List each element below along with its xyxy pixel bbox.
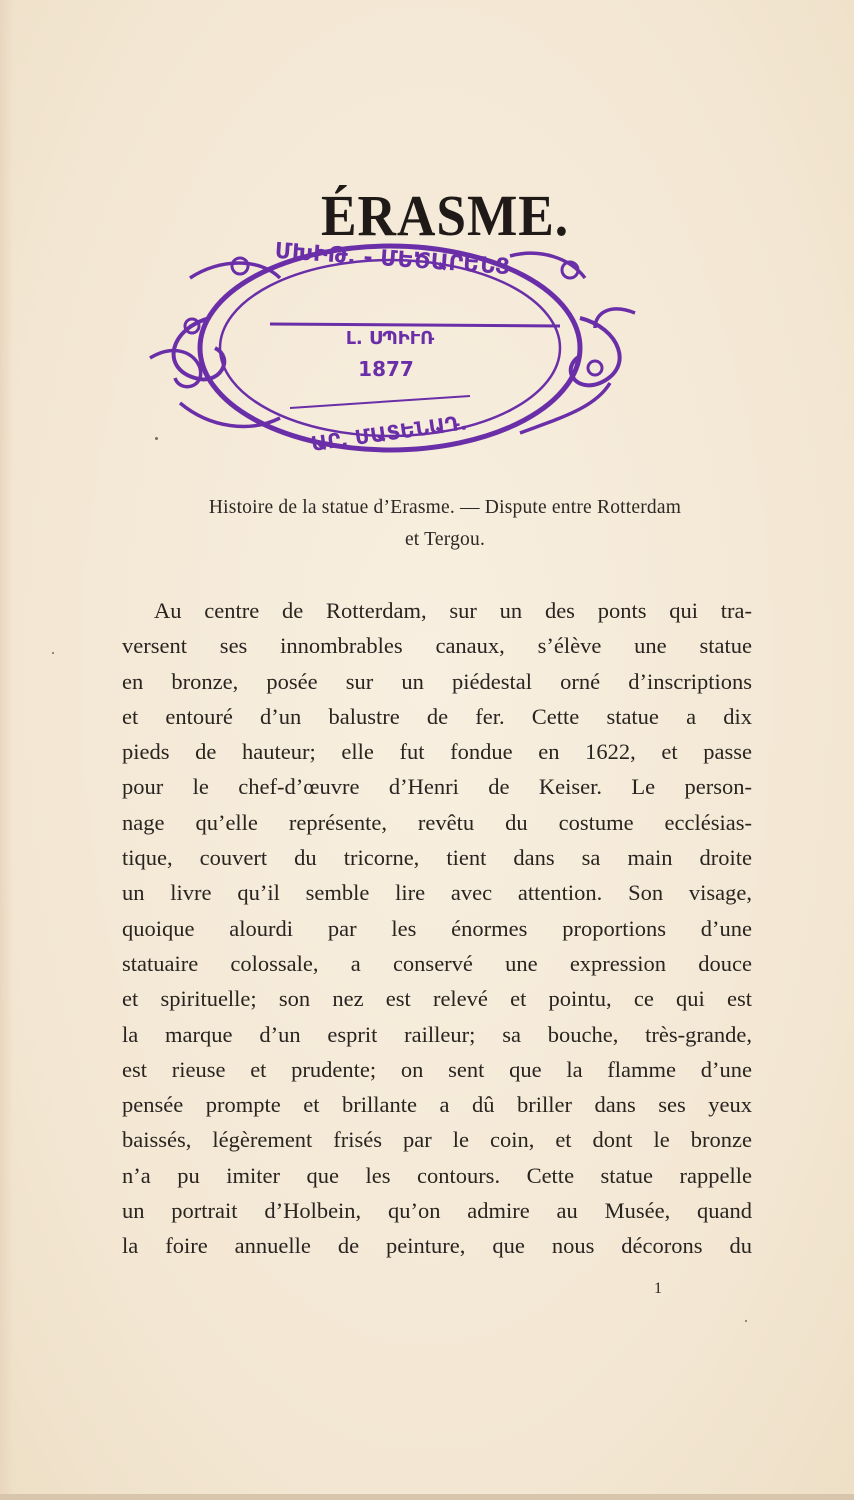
text-line: pensée prompte et brillante a dû briller dans ses yeux	[122, 1092, 752, 1118]
page-number: 1	[654, 1280, 662, 1297]
text-line: pour le chef-d’œuvre d’Henri de Keiser. Le person-	[122, 774, 752, 800]
ink-speck	[52, 652, 54, 654]
summary-line: Histoire de la statue d’Erasme. — Dispute entre Rotterdam	[208, 497, 682, 518]
text-line: la foire annuelle de peinture, que nous décorons du	[122, 1233, 752, 1259]
text-line: et entouré d’un balustre de fer. Cette statue a dix	[122, 703, 752, 729]
stamp-middle-text: Լ. ՍՊԻՒՌ	[345, 328, 435, 349]
ink-speck	[745, 1320, 747, 1322]
text-line: et spirituelle; son nez est relevé et pointu, ce qui est	[122, 986, 752, 1012]
stamp-year: 1877	[358, 357, 414, 381]
chapter-summary	[120, 492, 770, 556]
text-line: Au centre de Rotterdam, sur un des ponts qui tra-	[154, 598, 752, 623]
text-line: un livre qu’il semble lire avec attention. Son visage,	[122, 880, 752, 906]
text-line: baissés, légèrement frisés par le coin, et dont le bronze	[122, 1127, 752, 1153]
ink-speck	[155, 437, 158, 440]
summary-line: et Tergou.	[404, 529, 486, 550]
text-line: un portrait d’Holbein, qu’on admire au Musée, quand	[122, 1198, 752, 1224]
text-line: est rieuse et prudente; on sent que la flamme d’une	[122, 1056, 752, 1082]
text-line: versent ses innombrables canaux, s’élève une statue	[122, 633, 752, 659]
text-line: quoique alourdi par les énormes proportions d’une	[122, 915, 752, 941]
text-line: tique, couvert du tricorne, tient dans sa main droite	[122, 845, 752, 871]
text-line: n’a pu imiter que les contours. Cette statue rappelle	[122, 1162, 752, 1188]
library-stamp	[140, 218, 650, 468]
stamp-top-text: ՄԽԻԹ. - ՄԵԾԱՐԵՆՑ	[273, 238, 511, 281]
stamp-bottom-text: ԱՐ. ՄԱՏԵՆԱԴ.	[309, 410, 469, 456]
body-paragraph	[122, 593, 752, 1264]
chapter-title: ÉRASME.	[320, 183, 570, 248]
text-line: la marque d’un esprit railleur; sa bouche, très-grande,	[122, 1021, 752, 1047]
page-edge-shadow	[0, 0, 14, 1500]
text-line: nage qu’elle représente, revêtu du costume ecclésias-	[122, 809, 752, 835]
page-bottom-edge	[0, 1494, 854, 1500]
text-line: pieds de hauteur; elle fut fondue en 1622, et passe	[122, 739, 752, 765]
text-line: en bronze, posée sur un piédestal orné d’inscriptions	[122, 668, 752, 694]
text-line: statuaire colossale, a conservé une expression douce	[122, 950, 752, 976]
